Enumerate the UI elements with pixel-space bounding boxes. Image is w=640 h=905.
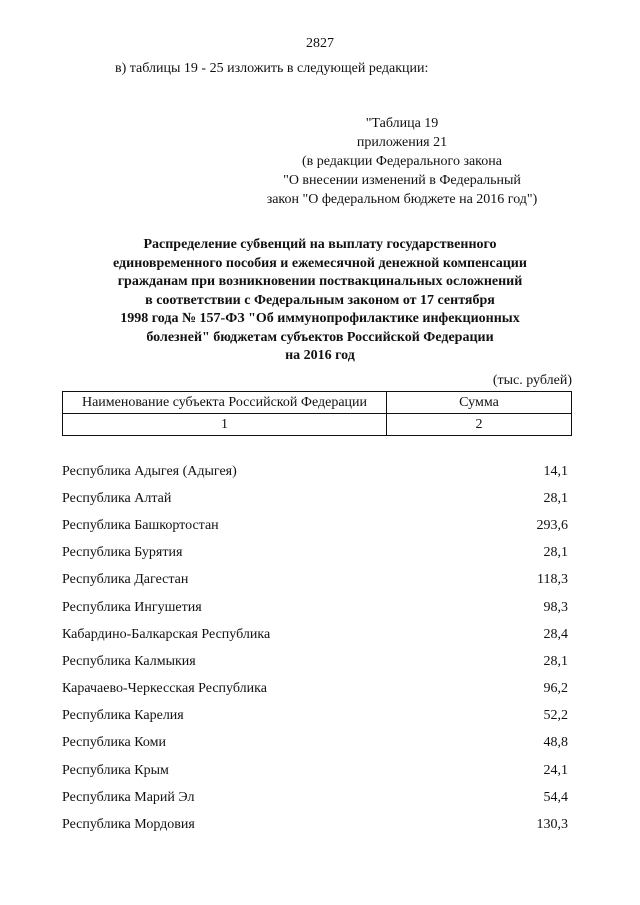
table-row bbox=[62, 485, 568, 512]
region-name: Республика Башкортостан bbox=[62, 517, 219, 533]
appendix-line: закон "О федеральном бюджете на 2016 год") bbox=[266, 192, 538, 207]
table-header bbox=[62, 391, 572, 436]
title-line: на 2016 год bbox=[285, 348, 355, 363]
units-label: (тыс. рублей) bbox=[492, 373, 572, 388]
column-number-row bbox=[63, 414, 572, 436]
region-name: Республика Калмыкия bbox=[62, 653, 196, 669]
region-amount: 24,1 bbox=[543, 762, 568, 778]
title-line: 1998 года № 157-ФЗ "Об иммунопрофилактике инфекционных bbox=[120, 311, 520, 326]
region-name: Карачаево-Черкесская Республика bbox=[62, 681, 267, 697]
table-row bbox=[62, 512, 568, 539]
table-row bbox=[62, 784, 568, 811]
appendix-line: (в редакции Федерального закона bbox=[302, 154, 502, 169]
table-row bbox=[62, 757, 568, 784]
region-name: Республика Коми bbox=[62, 735, 166, 751]
table-row bbox=[62, 458, 568, 485]
region-name: Республика Дагестан bbox=[62, 572, 189, 588]
title-line: Распределение субвенций на выплату государственного bbox=[143, 237, 497, 252]
title-line: в соответствии с Федеральным законом от 17 сентября bbox=[145, 292, 495, 308]
appendix-line: "Таблица 19 bbox=[365, 116, 439, 131]
region-name: Кабардино-Балкарская Республика bbox=[62, 626, 271, 642]
column-number: 1 bbox=[63, 414, 387, 436]
region-amount: 96,2 bbox=[543, 681, 568, 697]
region-amount: 118,3 bbox=[537, 572, 568, 588]
region-name: Республика Адыгея (Адыгея) bbox=[62, 463, 237, 479]
page-number: 2827 bbox=[306, 36, 334, 51]
region-amount: 98,3 bbox=[543, 599, 568, 615]
region-amount: 293,6 bbox=[536, 517, 568, 533]
region-amount: 28,1 bbox=[543, 490, 568, 506]
region-name: Республика Карелия bbox=[62, 708, 184, 724]
region-amount: 28,4 bbox=[543, 626, 568, 642]
region-name: Республика Ингушетия bbox=[62, 599, 202, 615]
region-amount: 54,4 bbox=[543, 789, 568, 805]
region-name: Республика Марий Эл bbox=[62, 789, 195, 805]
title-line: гражданам при возникновении поствакцинальных осложнений bbox=[117, 274, 523, 289]
appendix-line: приложения 21 bbox=[356, 135, 448, 150]
header-amount: Сумма bbox=[387, 392, 572, 414]
table-row bbox=[62, 811, 568, 838]
table-body bbox=[62, 458, 568, 839]
table-row bbox=[62, 648, 568, 675]
region-name: Республика Бурятия bbox=[62, 545, 183, 561]
region-amount: 52,2 bbox=[543, 708, 568, 724]
table-row bbox=[62, 540, 568, 567]
table-row bbox=[62, 676, 568, 703]
table-row bbox=[62, 730, 568, 757]
table-row bbox=[62, 567, 568, 594]
document-title bbox=[40, 236, 600, 366]
appendix-line: "О внесении изменений в Федеральный bbox=[283, 173, 521, 188]
region-name: Республика Мордовия bbox=[62, 817, 195, 833]
table-row bbox=[62, 621, 568, 648]
region-name: Республика Крым bbox=[62, 762, 169, 778]
region-amount: 28,1 bbox=[543, 653, 568, 669]
region-amount: 48,8 bbox=[543, 735, 568, 751]
title-line: единовременного пособия и ежемесячной денежной компенсации bbox=[113, 255, 527, 271]
region-amount: 28,1 bbox=[543, 545, 568, 561]
region-name: Республика Алтай bbox=[62, 490, 172, 506]
region-amount: 130,3 bbox=[536, 817, 568, 833]
intro-text: в) таблицы 19 - 25 изложить в следующей редакции: bbox=[115, 61, 429, 76]
column-number: 2 bbox=[387, 414, 572, 436]
region-amount: 14,1 bbox=[543, 463, 568, 479]
table-row bbox=[62, 594, 568, 621]
header-row bbox=[63, 392, 572, 414]
table-row bbox=[62, 703, 568, 730]
appendix-reference bbox=[237, 114, 567, 209]
header-name: Наименование субъекта Российской Федерации bbox=[63, 392, 387, 414]
title-line: болезней" бюджетам субъектов Российской Федерации bbox=[146, 329, 494, 345]
